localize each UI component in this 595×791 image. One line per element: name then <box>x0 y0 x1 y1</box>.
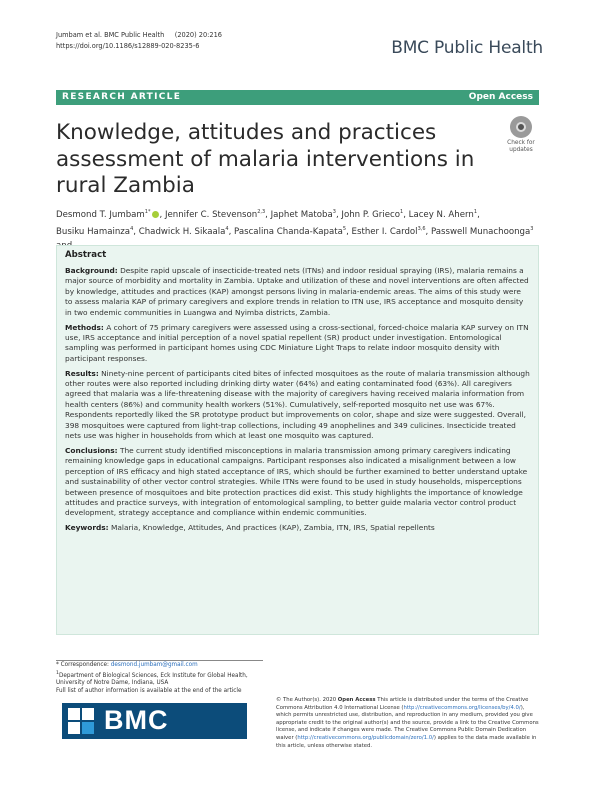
check-updates-icon <box>510 116 532 138</box>
correspondence-email-link[interactable]: desmond.jumbam@gmail.com <box>110 662 198 668</box>
full-author-info-note: Full list of author information is available at the end of the article <box>56 688 242 695</box>
article-citation <box>56 30 222 52</box>
abstract-heading: Abstract <box>65 250 107 260</box>
correspondence: * Correspondence: desmond.jumbam@gmail.com <box>56 662 198 668</box>
citation-line: Jumbam et al. BMC Public Health (2020) 20:216 <box>56 31 222 39</box>
author-line-2: Busiku Hamainza$^4$, Chadwick H. Sikaala$^4$, Pascalina Chanda-Kapata$^5$, Esther I. Cardol$^{3,6}$, Passwell Munachoonga$^3$ <box>56 225 534 237</box>
bmc-logo-mark-icon <box>68 708 94 734</box>
bmc-logo-text: BMC <box>104 705 169 735</box>
article-type-label: RESEARCH ARTICLE <box>62 92 182 102</box>
article-type-bar <box>56 90 539 105</box>
abstract-conclusions: Conclusions: The current study identified misconceptions in malaria transmission among primary caregivers indicating remaining knowledge gaps in educational campaigns. Participant responses also indicated a misalignment between a low perception of IRS efficacy and high stated acceptance of IRS, which should be further examined to better understand uptake and sustainability of other vector control strategies. While ITNs were found to be used in study households, misperceptions between presence of mosquitoes and bite protection practices did exist. This study highlights the importance of knowledge attitudes and practice surveys, with integration of entomological sampling, to better guide malaria vector control product development, strategy acceptance and compliance within endemic communities. <box>65 446 528 518</box>
affiliation: $^1$Department of Biological Sciences, Eck Institute for Global Health, University of Notre Dame, Indiana, USA <box>56 670 248 687</box>
check-updates-label: Check for updates <box>507 140 535 153</box>
abstract-results: Results: Ninety-nine percent of participants cited bites of infected mosquitoes as the route of malaria transmission although other routes were also reported including drinking dirty water (64%) and eating contaminated food (63%). All caregivers agreed that malaria was a life-threatening disease with the majority of caregivers having received malaria information from health centers (86%) and community health workers (51%). Cumulatively, self-reported mosquito net use was 67%. Respondents reportedly liked the SR prototype product but improvements on color, shape and size were suggested. Overall, 398 mosquitoes were captured from light-trap collections, including 49 anophelines and 349 culicines. Insecticide treated nets use was higher in households from which at least one mosquito was captured. <box>65 368 530 441</box>
footnotes <box>56 662 264 696</box>
article-title: Knowledge, attitudes and practices assessment of malaria interventions in rural Zambia <box>56 120 475 198</box>
cc-zero-waiver-link[interactable]: http://creativecommons.org/publicdomain/zero/1.0/ <box>297 734 434 741</box>
author-line-1: Desmond T. Jumbam$^{1*}$ , Jennifer C. Stevenson$^{2,3}$, Japhet Matoba$^3$, John P. Grieco$^1$, Lacey N. Ahern$^1$, <box>56 209 480 220</box>
check-for-updates-button[interactable] <box>502 116 540 156</box>
open-access-label: Open Access <box>468 92 533 102</box>
license-statement: © The Author(s). 2020 Open Access This article is distributed under the terms of the Creative Commons Attribution 4.0 International License (http://creativecommons.org/licenses/by/4.0/), which permits unrestricted use, distribution, and reproduction in any medium, provided you give appropriate credit to the original author(s) and the source, provide a link to the Creative Commons license, and indicate if changes were made. The Creative Commons Public Domain Dedication waiver (http://creativecommons.org/publicdomain/zero/1.0/) applies to the data made available in this article, unless otherwise stated. <box>276 697 539 749</box>
abstract-box <box>56 245 539 635</box>
abstract-methods: Methods: A cohort of 75 primary caregivers were assessed using a cross-sectional, forced-choice malaria KAP survey on ITN use, IRS acceptance and initial perception of a novel spatial repellent (SR) product under investigation. Entomological sampling was performed in participant homes using CDC Miniature Light Traps to relate indoor mosquito density with participant responses. <box>65 322 529 363</box>
bmc-logo <box>62 703 247 739</box>
cc-by-license-link[interactable]: http://creativecommons.org/licenses/by/4.0/ <box>403 704 521 711</box>
abstract-keywords: Keywords: Malaria, Knowledge, Attitudes, And practices (KAP), Zambia, ITN, IRS, Spatial repellents <box>65 523 435 533</box>
journal-name: BMC Public Health <box>391 38 543 58</box>
footnote-divider <box>56 660 263 661</box>
doi-link[interactable]: https://doi.org/10.1186/s12889-020-8235-6 <box>56 42 200 50</box>
abstract-background: Background: Despite rapid upscale of insecticide-treated nets (ITNs) and indoor residual spraying (IRS), malaria remains a major source of morbidity and mortality in Zambia. Uptake and utilization of these and novel interventions are often affected by knowledge, attitudes and practices (KAP) amongst persons living in malaria-endemic areas. The aims of this study were to assess malaria KAP of primary caregivers and explore trends in relation to ITN use, IRS acceptance and mosquito density in two endemic communities in Luangwa and Nyimba districts, Zambia. <box>65 266 529 317</box>
